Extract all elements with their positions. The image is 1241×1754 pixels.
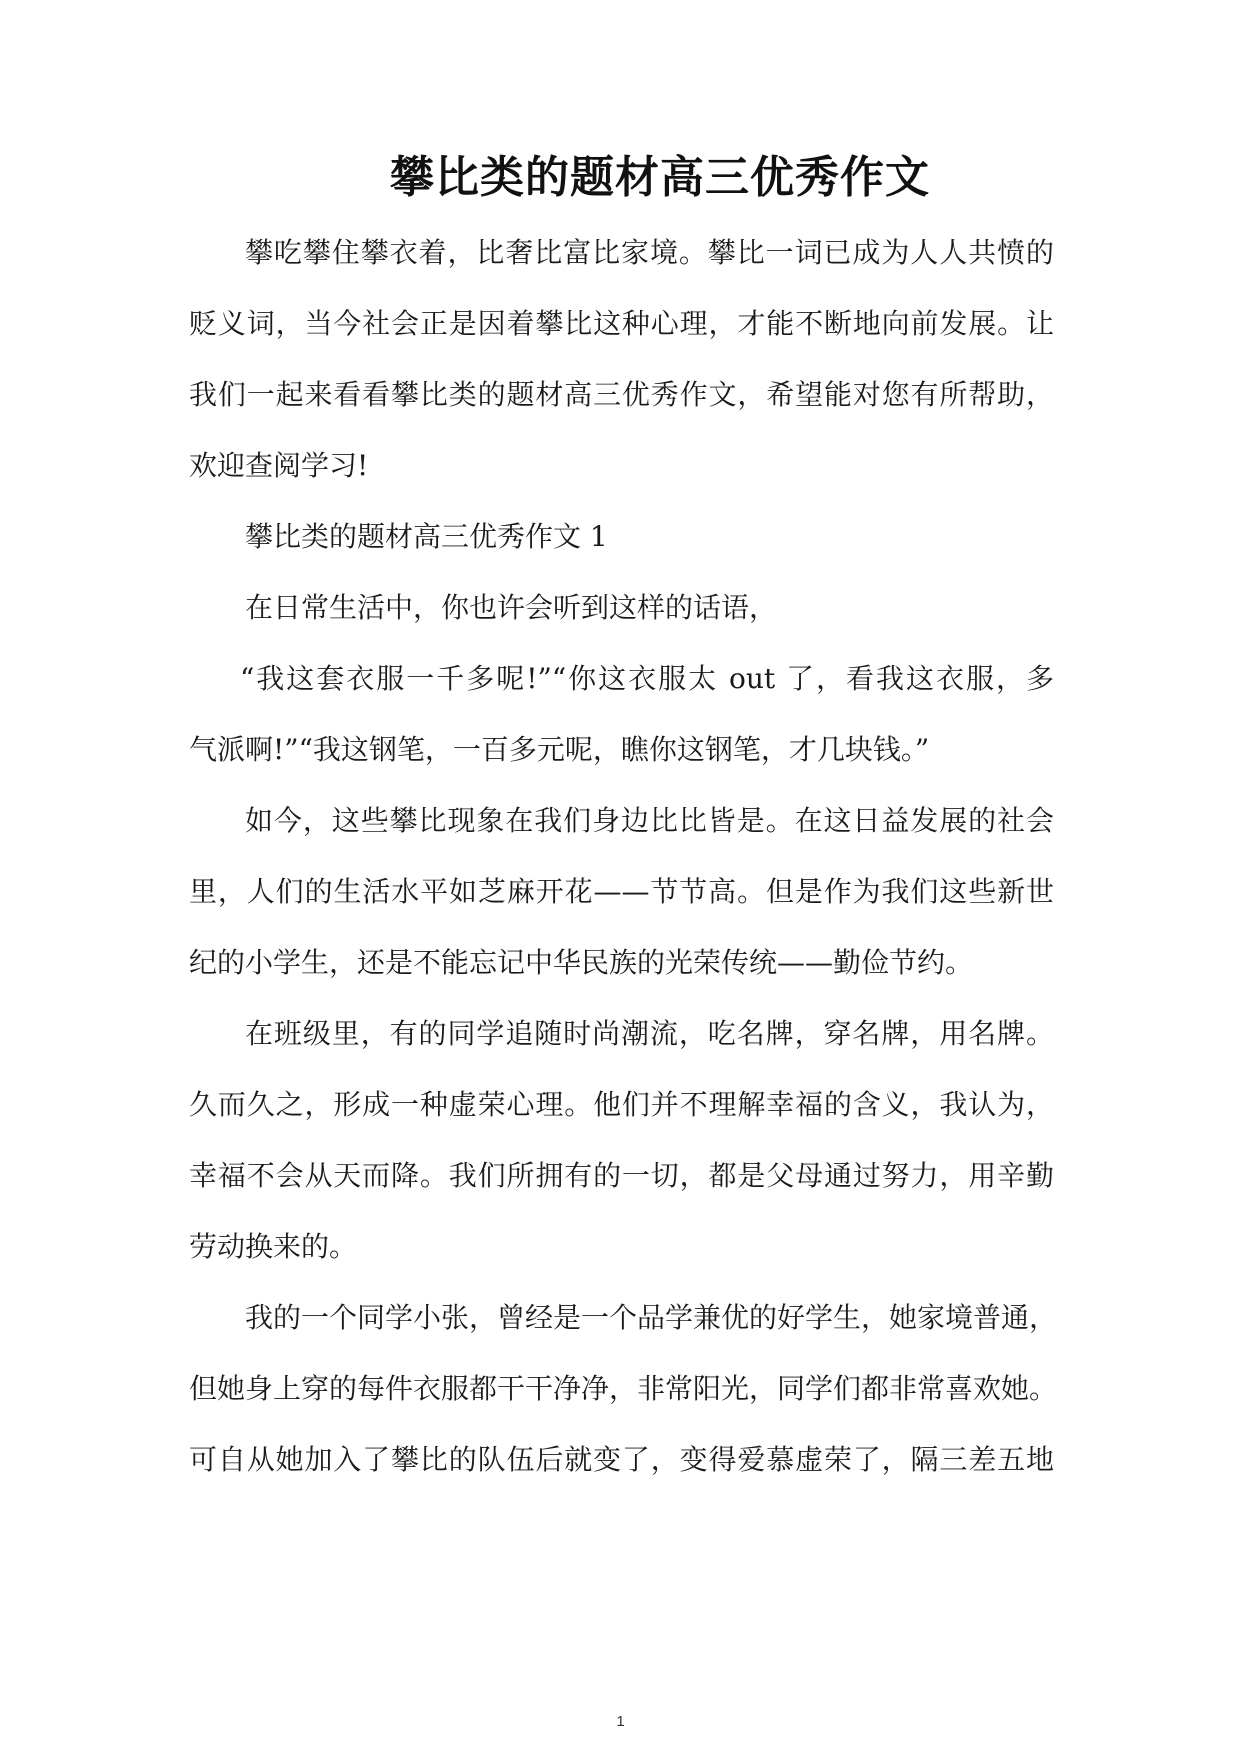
text-line: 如今，这些攀比现象在我们身边比比皆是。在这日益发展的社会 — [245, 804, 1054, 837]
text-line: 贬义词，当今社会正是因着攀比这种心理，才能不断地向前发展。让 — [189, 307, 1054, 340]
text-line: 我们一起来看看攀比类的题材高三优秀作文，希望能对您有所帮助， — [189, 378, 1054, 411]
text-line: 我的一个同学小张，曾经是一个品学兼优的好学生，她家境普通， — [245, 1301, 1058, 1334]
page-number: 1 — [616, 1713, 625, 1730]
text-line: 在日常生活中，你也许会听到这样的话语， — [245, 591, 778, 624]
text-line: 劳动换来的。 — [189, 1230, 358, 1263]
text-line: 久而久之，形成一种虚荣心理。他们并不理解幸福的含义，我认为， — [189, 1088, 1054, 1121]
text-line: 欢迎查阅学习! — [189, 449, 369, 482]
text-line: 幸福不会从天而降。我们所拥有的一切，都是父母通过努力，用辛勤 — [189, 1159, 1054, 1192]
text-line: “我这套衣服一千多呢!”“你这衣服太 out 了，看我这衣服，多 — [240, 662, 1054, 695]
text-line: 但她身上穿的每件衣服都干干净净，非常阳光，同学们都非常喜欢她。 — [189, 1372, 1058, 1405]
text-line: 里，人们的生活水平如芝麻开花——节节高。但是作为我们这些新世 — [189, 875, 1054, 908]
text-line: 在班级里，有的同学追随时尚潮流，吃名牌，穿名牌，用名牌。 — [245, 1017, 1054, 1050]
text-line: 攀吃攀住攀衣着，比奢比富比家境。攀比一词已成为人人共愤的 — [245, 236, 1054, 269]
text-line: 气派啊!”“我这钢笔，一百多元呢，瞧你这钢笔，才几块钱。” — [189, 733, 930, 766]
document-title: 攀比类的题材高三优秀作文 — [390, 152, 930, 203]
section-heading: 攀比类的题材高三优秀作文 1 — [245, 520, 608, 553]
text-line: 可自从她加入了攀比的队伍后就变了，变得爱慕虚荣了，隔三差五地 — [189, 1443, 1054, 1476]
text-line: 纪的小学生，还是不能忘记中华民族的光荣传统——勤俭节约。 — [189, 946, 974, 979]
